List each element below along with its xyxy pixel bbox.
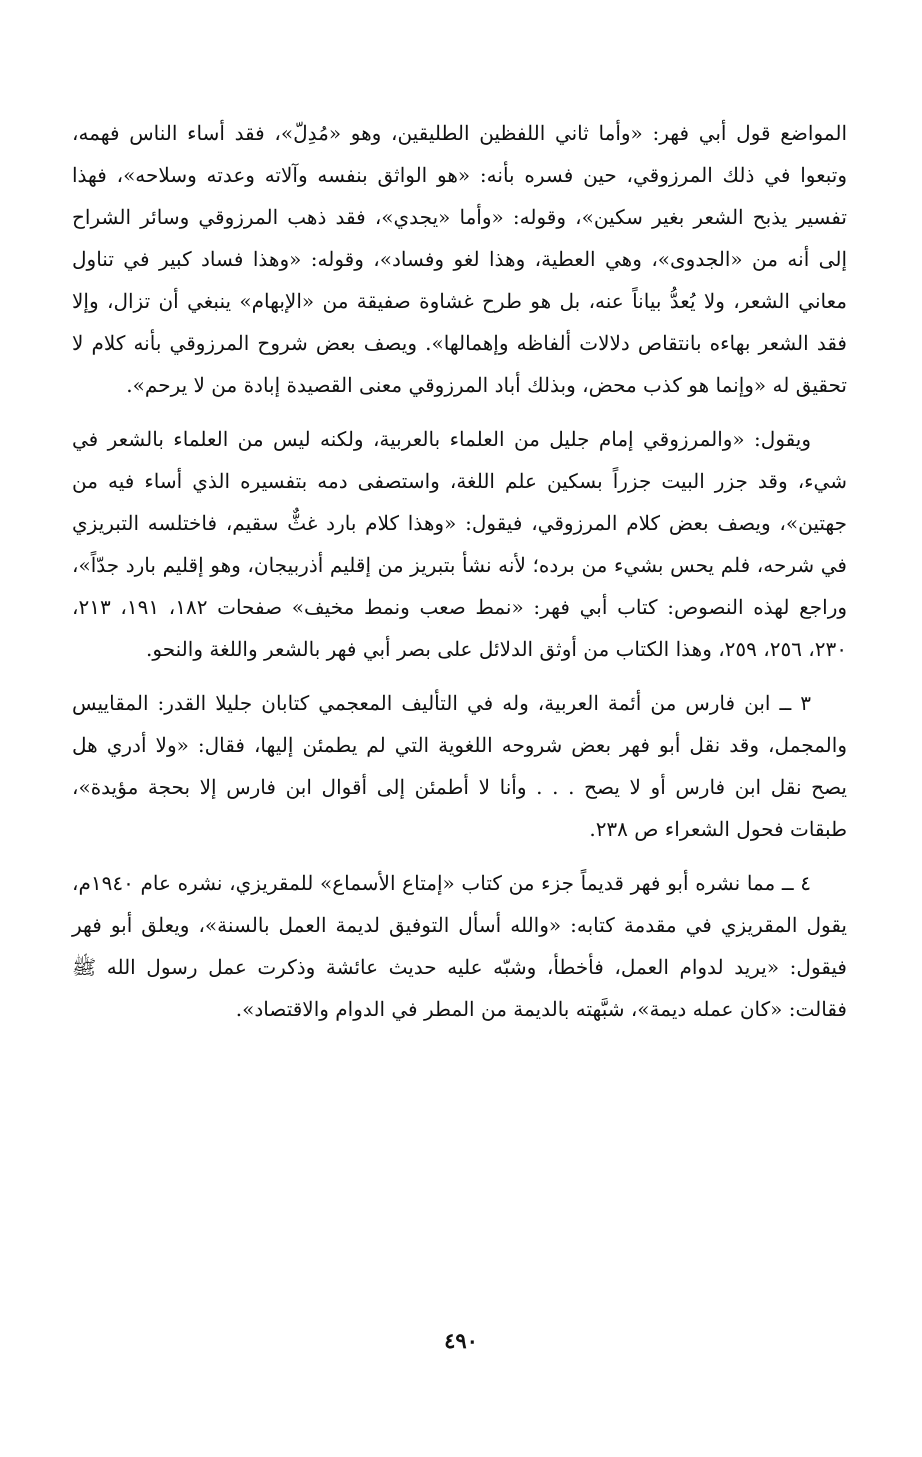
page-body — [72, 112, 847, 1030]
paragraph-4-maqrizi: ٤ ــ مما نشره أبو فهر قديماً جزء من كتاب «إمتاع الأسماع» للمقريزي، نشره عام ١٩٤٠م، يقول المقريزي في مقدمة كتابه: «والله أسأل التوفيق لديمة العمل بالسنة»، ويعلق أبو فهر فيقول: «يريد لدوام العمل، فأخطأ، وشبّه عليه حديث عائشة وذكرت عمل رسول الله ﷺ فقالت: «كان عمله ديمة»، شبَّهته بالديمة من المطر في الدوام والاقتصاد». — [72, 871, 848, 1021]
paragraph-3-ibn-faris: ٣ ــ ابن فارس من أئمة العربية، وله في التأليف المعجمي كتابان جليلا القدر: المقاييس والمجمل، وقد نقل أبو فهر بعض شروحه اللغوية التي لم يطمئن إليها، فقال: «ولا أدري هل يصح نقل ابن فارس أو لا يصح . . . وأنا لا أطمئن إلى أقوال ابن فارس إلا بحجة مؤيدة»، طبقات فحول الشعراء ص ٢٣٨. — [72, 691, 848, 841]
page-number: ٤٩٠ — [444, 1328, 478, 1353]
paragraph-1: المواضع قول أبي فهر: «وأما ثاني اللفظين الطليقين، وهو «مُدِلّ»، فقد أساء الناس فهمه، وتبعوا في ذلك المرزوقي، حين فسره بأنه: «هو الواثق بنفسه وآلاته وعدته وسلاحه»، فهذا تفسير يذبح الشعر بغير سكين»، وقوله: «وأما «يجدي»، فقد ذهب المرزوقي وسائر الشراح إلى أنه من «الجدوى»، وهي العطية، وهذا لغو وفساد»، وقوله: «وهذا فساد كبير في تناول معاني الشعر، ولا يُعدُّ بياناً عنه، بل هو طرح غشاوة صفيقة من «الإبهام» ينبغي أن تزال، وإلا فقد الشعر بهاءه بانتقاص دلالات ألفاظه وإهمالها». ويصف بعض شروح المرزوقي بأنه كلام لا تحقيق له «وإنما هو كذب محض، وبذلك أباد المرزوقي معنى القصيدة إبادة من لا يرحم». — [72, 121, 848, 397]
paragraph-2: ويقول: «والمرزوقي إمام جليل من العلماء بالعربية، ولكنه ليس من العلماء بالشعر في شيء، وقد جزر البيت جزراً بسكين علم اللغة، واستصفى دمه بتفسيره الذي أساء فيه من جهتين»، ويصف بعض كلام المرزوقي، فيقول: «وهذا كلام بارد غثٌّ سقيم، فاختلسه التبريزي في شرحه، فلم يحس بشيء من برده؛ لأنه نشأ بتبريز من إقليم أذربيجان، وهو إقليم بارد جدّاً»، وراجع لهذه النصوص: كتاب أبي فهر: «نمط صعب ونمط مخيف» صفحات ١٨٢، ١٩١، ٢١٣، ٢٣٠، ٢٥٦، ٢٥٩، وهذا الكتاب من أوثق الدلائل على بصر أبي فهر بالشعر واللغة والنحو. — [72, 427, 848, 661]
